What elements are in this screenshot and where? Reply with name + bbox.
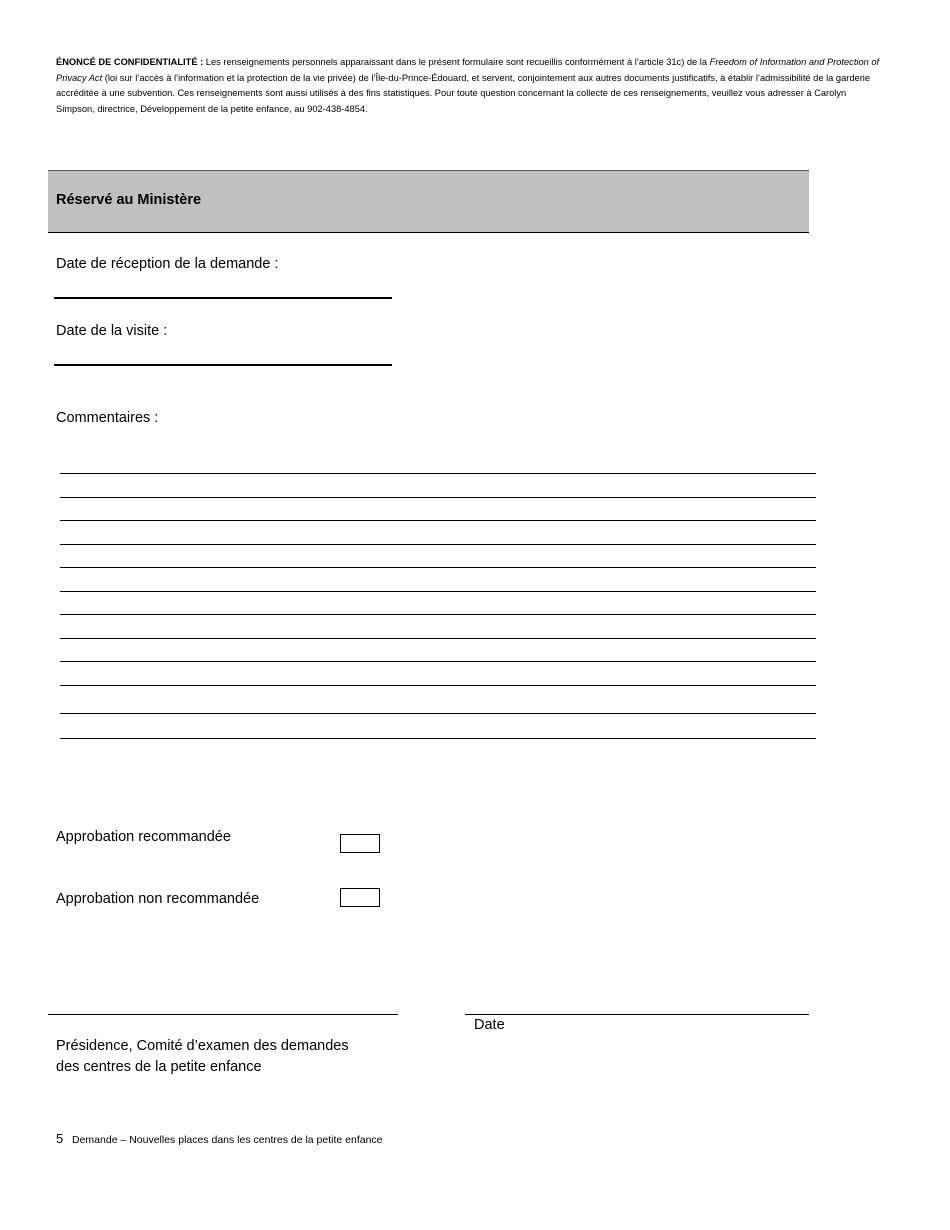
confidentiality-heading: ÉNONCÉ DE CONFIDENTIALITÉ : — [56, 57, 204, 67]
confidentiality-text-part-1: Les renseignements personnels apparaissant dans le présent formulaire sont recueillis conformément à l’article 31c) de la — [203, 57, 710, 67]
comment-line[interactable] — [60, 738, 816, 739]
comment-line[interactable] — [60, 685, 816, 686]
footer-document-title: Demande – Nouvelles places dans les centres de la petite enfance — [72, 1134, 383, 1146]
ministry-section-header — [48, 170, 809, 233]
reception-date-label: Date de réception de la demande : — [56, 256, 279, 272]
signature-date-label: Date — [474, 1017, 505, 1033]
approval-recommended-checkbox[interactable] — [340, 834, 380, 853]
ministry-section-title: Réservé au Ministère — [56, 192, 202, 208]
comment-line[interactable] — [60, 713, 816, 714]
confidentiality-statement — [56, 55, 886, 117]
comments-label: Commentaires : — [56, 410, 159, 426]
comment-line[interactable] — [60, 591, 816, 592]
signature-date-line[interactable] — [465, 1014, 809, 1015]
chair-signature-line[interactable] — [48, 1014, 398, 1015]
comment-line[interactable] — [60, 473, 816, 474]
comment-line[interactable] — [60, 544, 816, 545]
chair-title-line-1: Présidence, Comité d’examen des demandes — [56, 1038, 349, 1054]
comment-line[interactable] — [60, 638, 816, 639]
comment-line[interactable] — [60, 614, 816, 615]
comment-line[interactable] — [60, 661, 816, 662]
chair-title-line-2: des centres de la petite enfance — [56, 1059, 262, 1075]
visit-date-line[interactable] — [54, 364, 392, 366]
comment-line[interactable] — [60, 497, 816, 498]
approval-not-recommended-checkbox[interactable] — [340, 888, 380, 907]
act-title: Freedom of Information and Protection of Privacy Act — [56, 57, 880, 83]
visit-date-label: Date de la visite : — [56, 323, 168, 339]
comment-line[interactable] — [60, 520, 816, 521]
approval-not-recommended-label: Approbation non recommandée — [56, 891, 260, 907]
comment-line[interactable] — [60, 567, 816, 568]
confidentiality-text-part-2: (loi sur l’accès à l’information et la protection de la vie privée) de l’Île-du-Prince-Édouard, et servent, conjointement aux autres documents justificatifs, à établir l’admissibilité de la garderie accréditée à une subvention. Ces renseignements sont aussi utilisés à des fins statistiques. Pour toute question concernant la collecte de ces renseignements, veuillez vous adresser à Carolyn Simpson, directrice, Développement de la petite enfance, au 902-438-4854. — [56, 72, 871, 114]
page-number: 5 — [56, 1131, 64, 1146]
reception-date-line[interactable] — [54, 297, 392, 299]
approval-recommended-label: Approbation recommandée — [56, 829, 231, 845]
